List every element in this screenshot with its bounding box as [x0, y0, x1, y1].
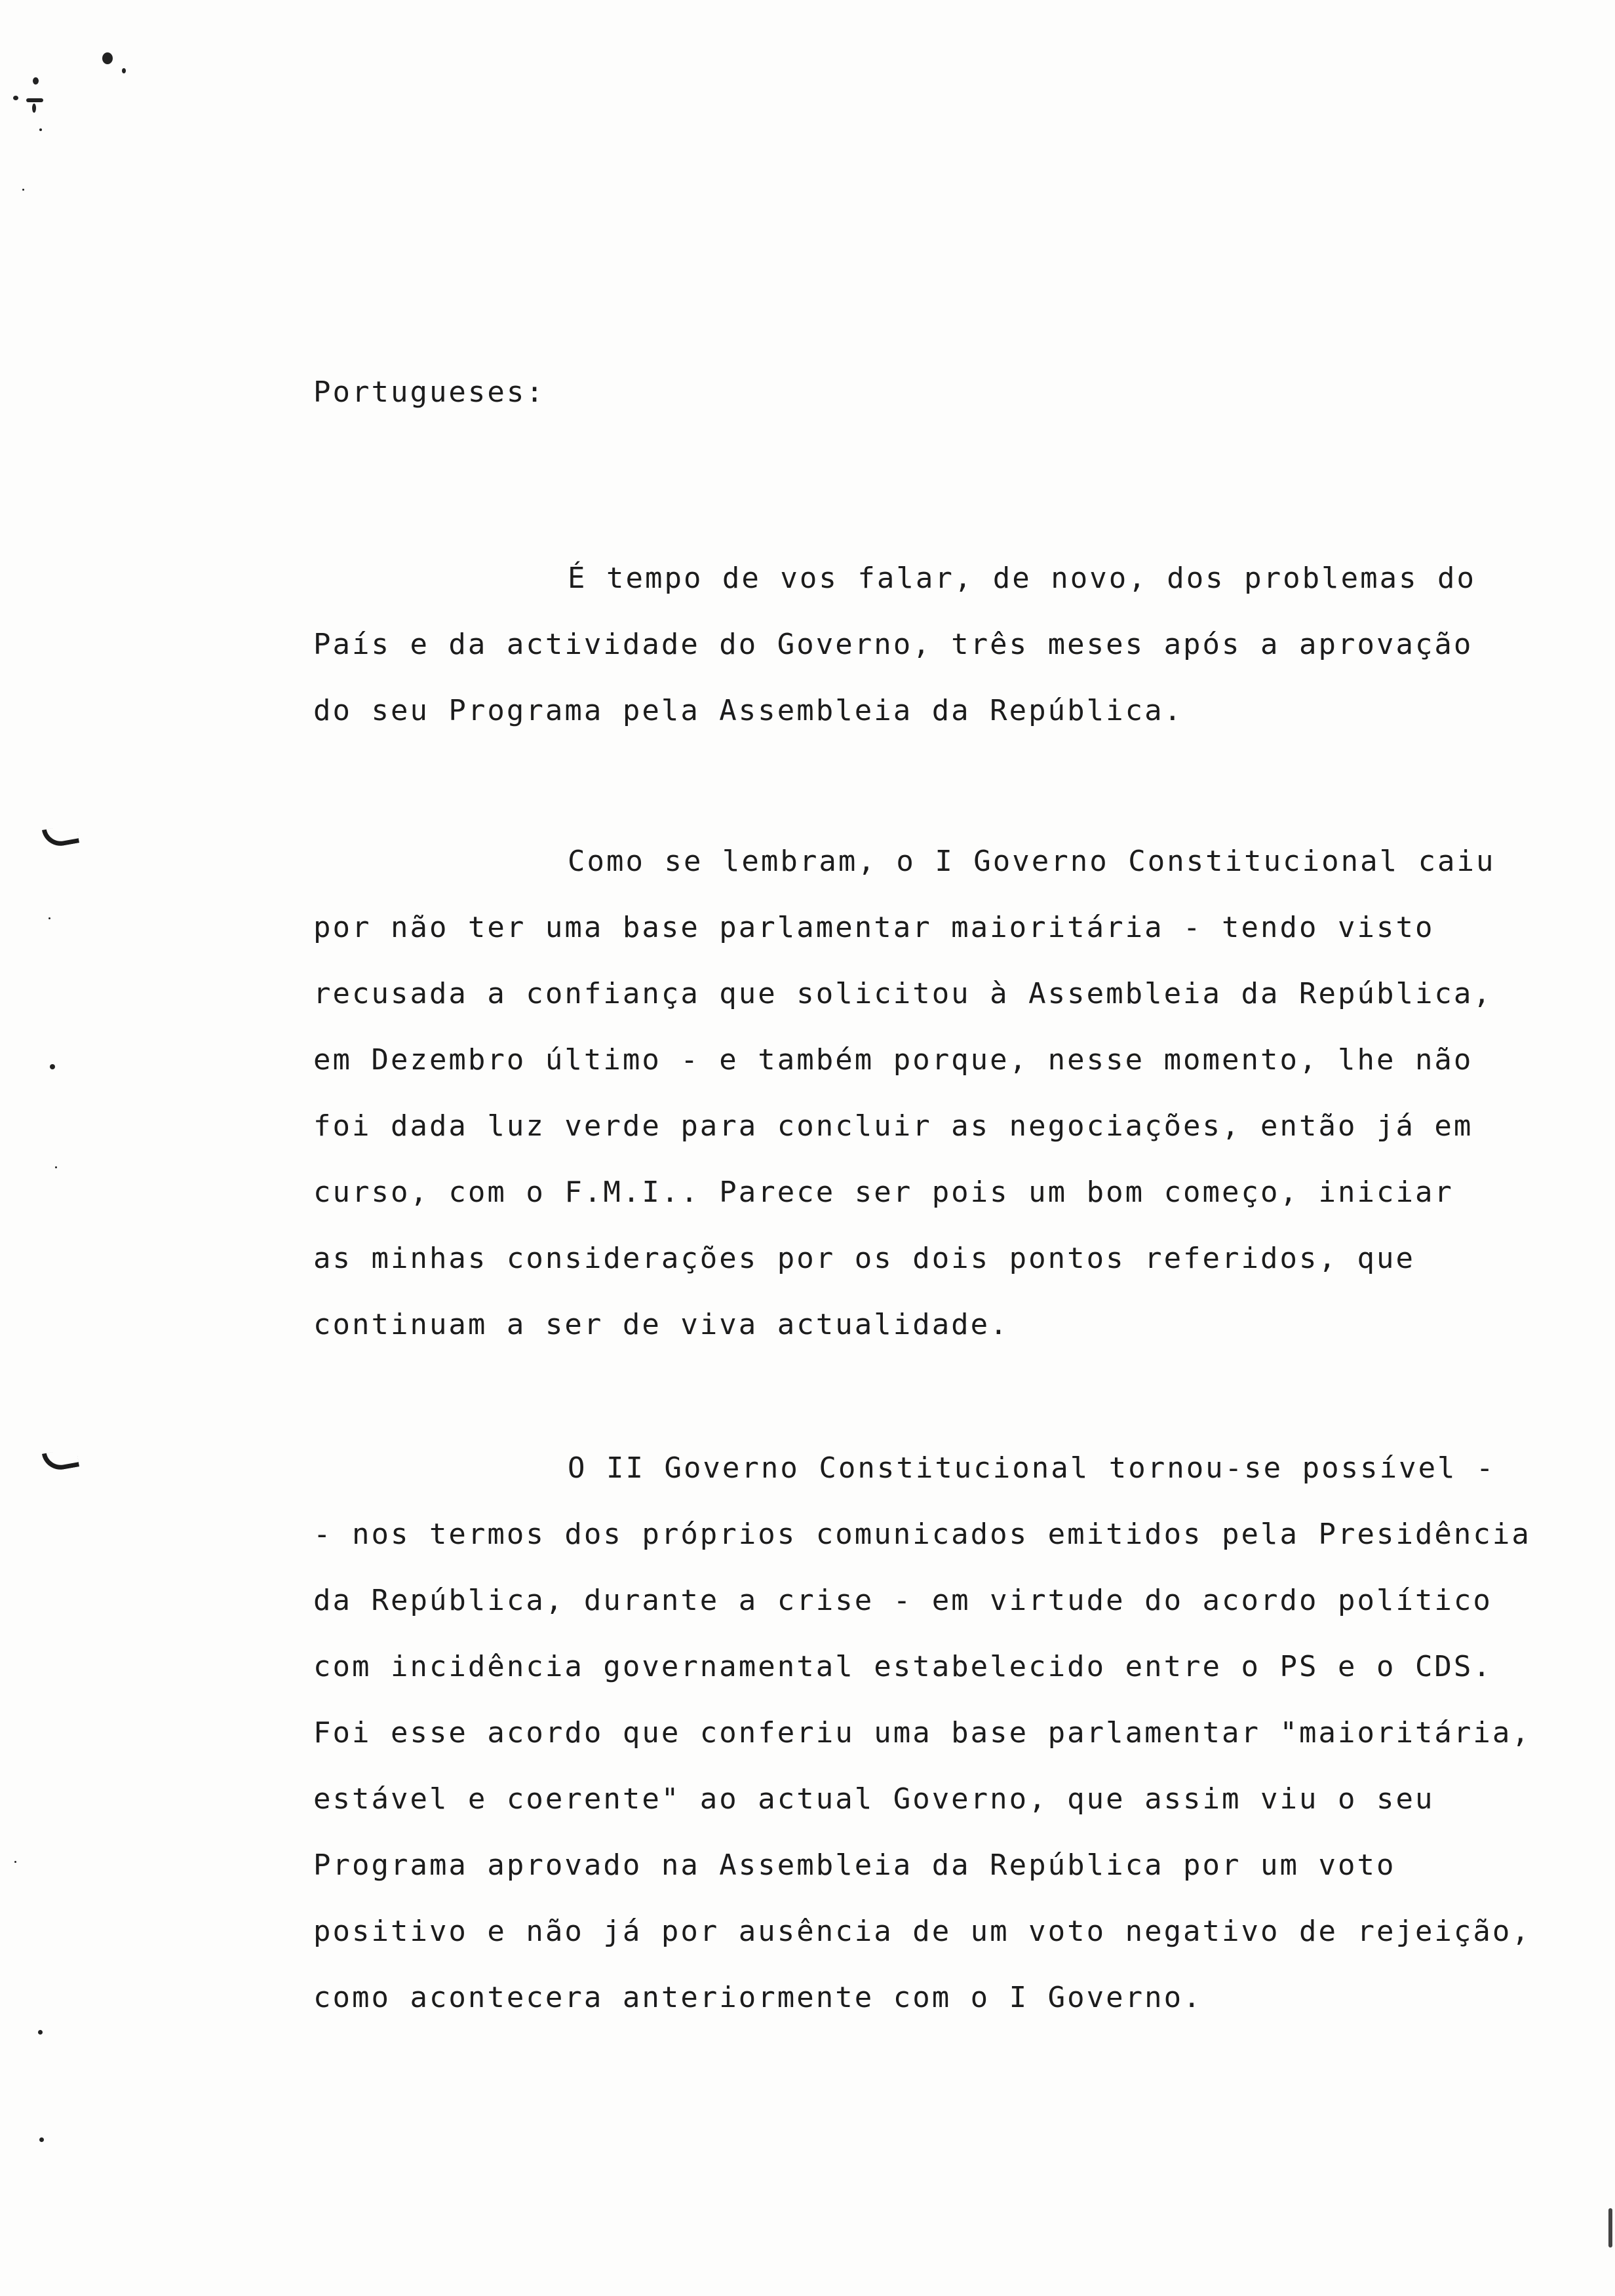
margin-speck — [32, 104, 36, 113]
paragraph-line: estável e coerente" ao actual Governo, que assim viu o seu — [313, 1782, 1435, 1816]
paragraph-line: continuam a ser de viva actualidade. — [313, 1308, 1009, 1341]
binder-hole-mark — [42, 824, 79, 849]
paragraph-line: Programa aprovado na Assembleia da República por um voto — [313, 1848, 1396, 1882]
margin-speck — [38, 2030, 43, 2035]
paragraph-2 — [313, 828, 1559, 1358]
margin-speck — [22, 189, 24, 191]
margin-speck — [13, 96, 18, 100]
paragraph-line: do seu Programa pela Assembleia da República. — [313, 694, 1184, 727]
salutation-text: Portugueses: — [313, 375, 545, 409]
binder-hole-mark — [42, 1448, 79, 1473]
paragraph-line: positivo e não já por ausência de um voto negativo de rejeição, — [313, 1915, 1531, 1948]
margin-speck — [33, 77, 39, 85]
paragraph-line: da República, durante a crise - em virtude do acordo político — [313, 1584, 1492, 1617]
paragraph-line: Foi esse acordo que conferiu uma base parlamentar "maioritária, — [313, 1716, 1531, 1750]
margin-speck — [122, 68, 126, 73]
margin-speck — [39, 128, 42, 131]
margin-speck — [102, 52, 113, 64]
paragraph-3 — [313, 1435, 1559, 2031]
paragraph-line: curso, com o F.M.I.. Parece ser pois um bom começo, iniciar — [313, 1176, 1454, 1209]
paragraph-line: em Dezembro último - e também porque, nesse momento, lhe não — [313, 1043, 1473, 1077]
margin-speck — [50, 1064, 55, 1069]
paragraph-line: O II Governo Constitucional tornou-se possível - — [568, 1451, 1496, 1485]
margin-speck — [39, 2137, 44, 2142]
margin-speck — [14, 1861, 16, 1863]
paragraph-line: como acontecera anteriormente com o I Governo. — [313, 1981, 1203, 2014]
paragraph-line: com incidência governamental estabelecido entre o PS e o CDS. — [313, 1650, 1492, 1683]
paragraph-line: foi dada luz verde para concluir as negociações, então já em — [313, 1109, 1473, 1143]
paragraph-line: por não ter uma base parlamentar maioritária - tendo visto — [313, 911, 1435, 944]
paragraph-line: É tempo de vos falar, de novo, dos problemas do — [568, 562, 1477, 595]
paragraph-line: Como se lembram, o I Governo Constitucional caiu — [568, 845, 1496, 878]
paragraph-line: - nos termos dos próprios comunicados emitidos pela Presidência — [313, 1518, 1531, 1551]
margin-speck — [26, 98, 43, 102]
paragraph-line: recusada a confiança que solicitou à Assembleia da República, — [313, 977, 1492, 1010]
salutation — [313, 359, 1559, 425]
margin-speck — [49, 917, 50, 919]
paragraph-line: País e da actividade do Governo, três meses após a aprovação — [313, 628, 1473, 661]
margin-speck — [1608, 2208, 1612, 2248]
margin-speck — [55, 1166, 57, 1168]
paragraph-line: as minhas considerações por os dois pontos referidos, que — [313, 1242, 1415, 1275]
paragraph-1 — [313, 545, 1559, 744]
